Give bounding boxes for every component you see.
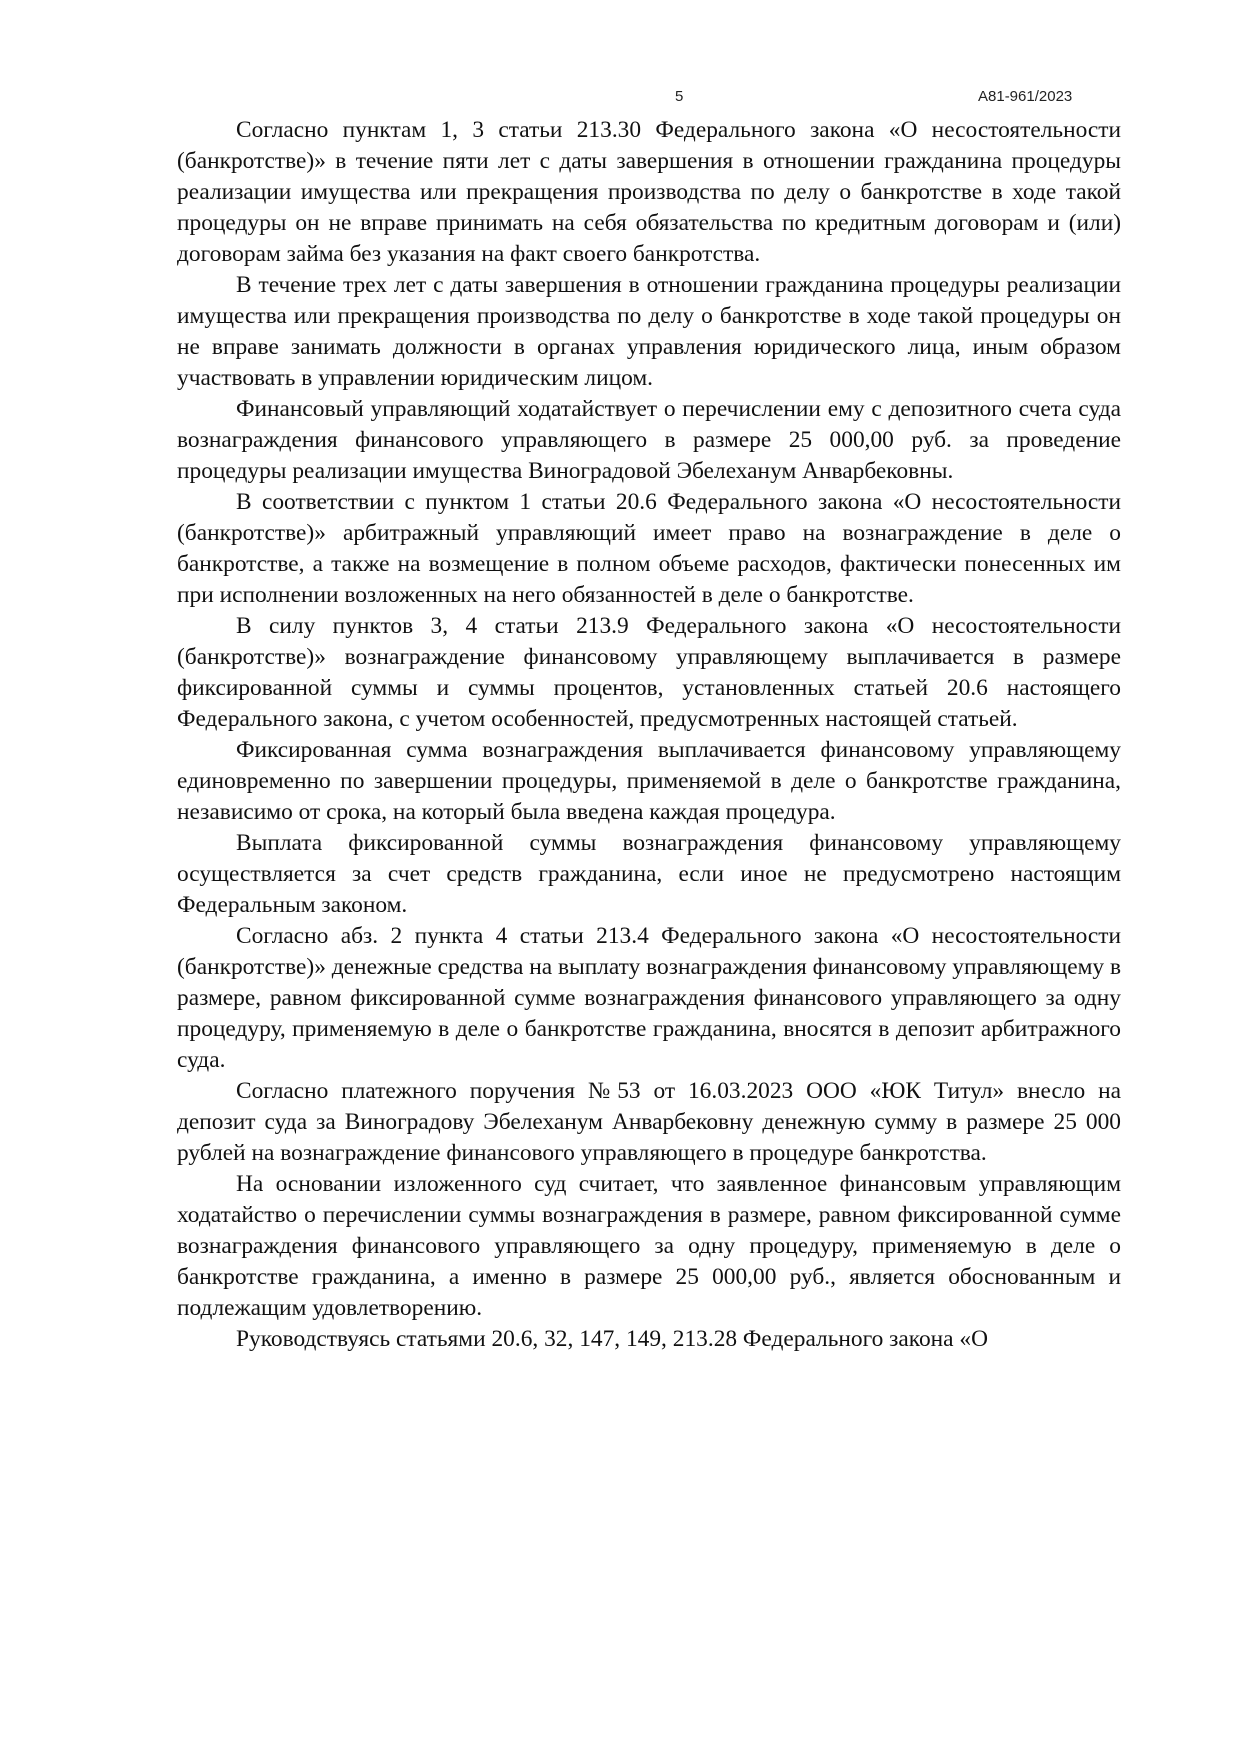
paragraph-fee-source: Выплата фиксированной суммы вознаграждения финансовому управляющему осуществляется за счет средств гражданина, если иное не предусмотрено настоящим Федеральным законом. [177, 830, 1121, 918]
case-number: А81-961/2023 [978, 88, 1073, 105]
paragraph-management-restriction: В течение трех лет с даты завершения в отношении гражданина процедуры реализации имущества или прекращения производства по делу о банкротстве в ходе такой процедуры он не вправе занимать должности в органах управления юридического лица, иным образом участвовать в управлении юридическим лицом. [177, 272, 1121, 391]
paragraph-court-conclusion: На основании изложенного суд считает, что заявленное финансовым управляющим ходатайство о перечислении суммы вознаграждения в размере, равном фиксированной сумме вознаграждения финансового управляющего за одну процедуру, применяемую в деле о банкротстве гражданина, а именно в размере 25 000,00 руб., является обоснованным и подлежащим удовлетворению. [177, 1171, 1121, 1321]
paragraph-article-213-4: Согласно абз. 2 пункта 4 статьи 213.4 Федерального закона «О несостоятельности (банкротстве)» денежные средства на выплату вознаграждения финансовому управляющему в размере, равном фиксированной сумме вознаграждения финансового управляющего за одну процедуру, применяемую в деле о банкротстве гражданина, вносятся в депозит арбитражного суда. [177, 923, 1121, 1073]
paragraph-article-20-6: В соответствии с пунктом 1 статьи 20.6 Федерального закона «О несостоятельности (банкротстве)» арбитражный управляющий имеет право на вознаграждение в деле о банкротстве, а также на возмещение в полном объеме расходов, фактически понесенных им при исполнении возложенных на него обязанностей в деле о банкротстве. [177, 489, 1121, 608]
paragraph-fee-petition: Финансовый управляющий ходатайствует о перечислении ему с депозитного счета суда вознаграждения финансового управляющего в размере 25 000,00 руб. за проведение процедуры реализации имущества Виноградовой Эбелеханум Анварбековны. [177, 396, 1121, 484]
paragraph-bankruptcy-credit-restriction: Согласно пунктам 1, 3 статьи 213.30 Федерального закона «О несостоятельности (банкротстве)» в течение пяти лет с даты завершения в отношении гражданина процедуры реализации имущества или прекращения производства по делу о банкротстве в ходе такой процедуры он не вправе принимать на себя обязательства по кредитным договорам и (или) договорам займа без указания на факт своего банкротства. [177, 117, 1121, 267]
paragraph-payment-order: Согласно платежного поручения №53 от 16.03.2023 ООО «ЮК Титул» внесло на депозит суда за Виноградову Эбелеханум Анварбековну денежную сумму в размере 25 000 рублей на вознаграждение финансового управляющего в процедуре банкротства. [177, 1078, 1121, 1166]
document-body [177, 115, 1121, 1355]
paragraph-article-213-9: В силу пунктов 3, 4 статьи 213.9 Федерального закона «О несостоятельности (банкротстве)» вознаграждение финансовому управляющему выплачивается в размере фиксированной суммы и суммы процентов, установленных статьей 20.6 настоящего Федерального закона, с учетом особенностей, предусмотренных настоящей статьей. [177, 613, 1121, 732]
paragraph-operative-start: Руководствуясь статьями 20.6, 32, 147, 149, 213.28 Федерального закона «О [236, 1326, 988, 1352]
paragraph-fixed-fee-payment: Фиксированная сумма вознаграждения выплачивается финансовому управляющему единовременно по завершении процедуры, применяемой в деле о банкротстве гражданина, независимо от срока, на который была введена каждая процедура. [177, 737, 1121, 825]
page-number: 5 [675, 88, 684, 105]
